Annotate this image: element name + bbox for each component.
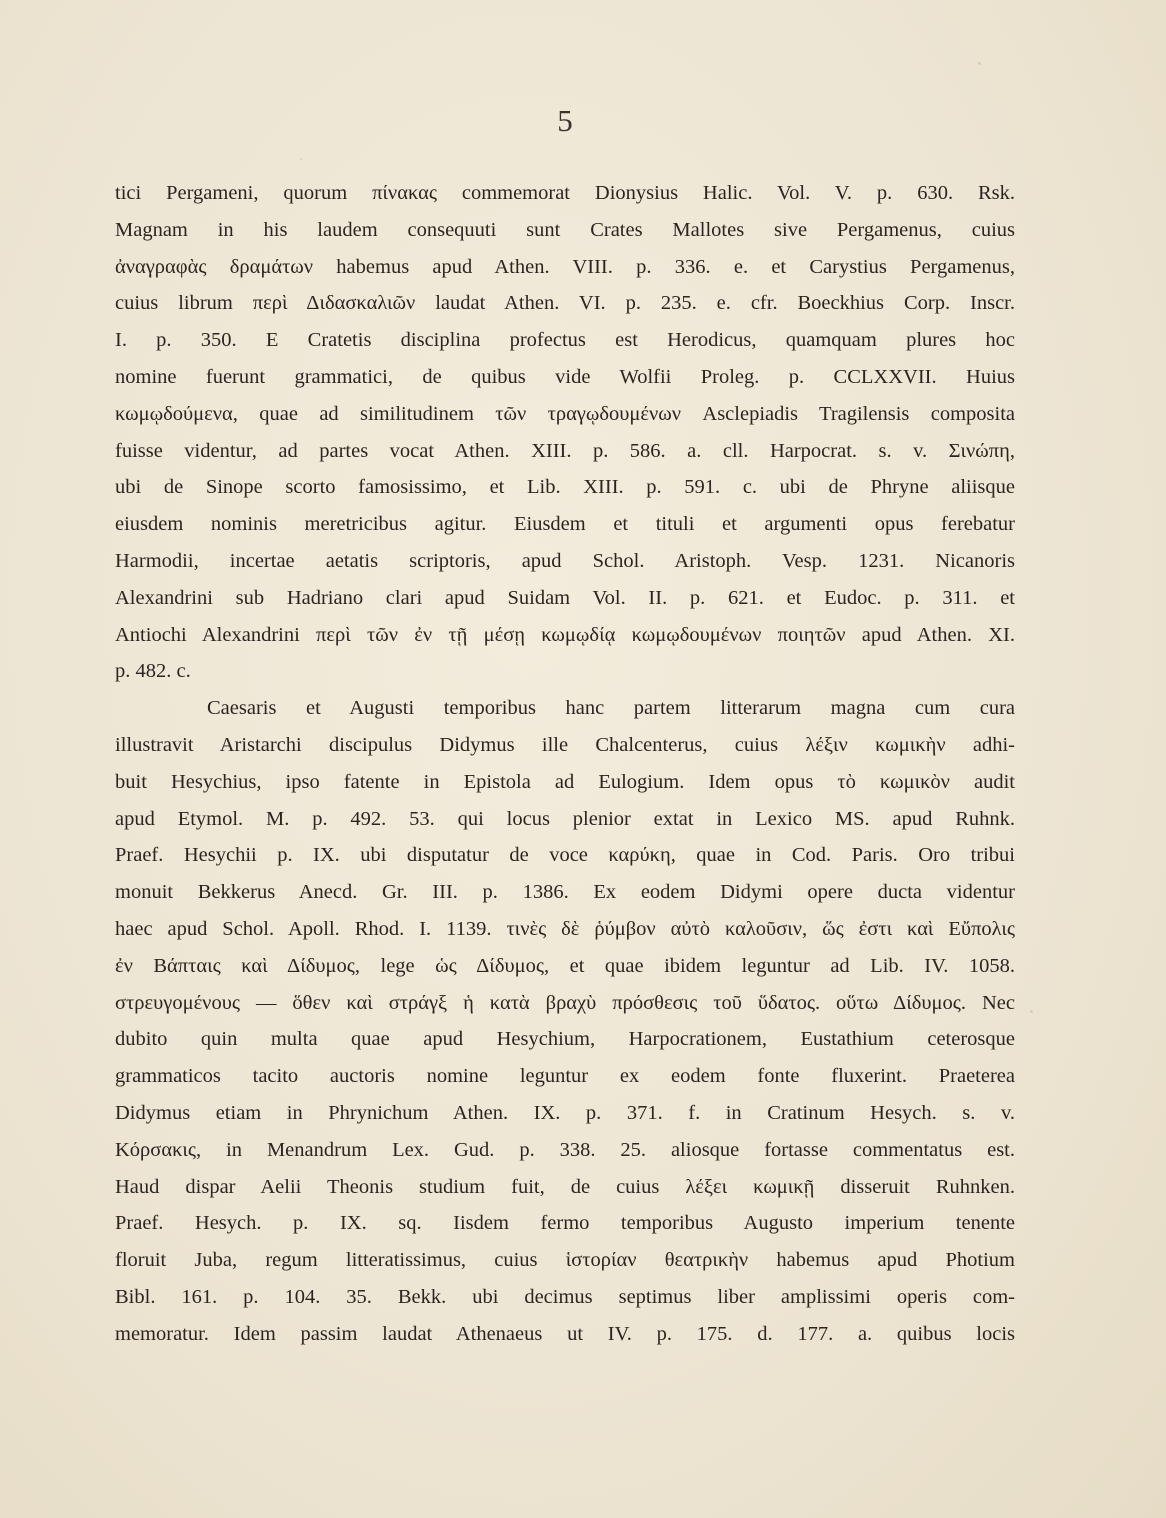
text-line: floruit Juba, regum litteratissimus, cuius ἱστορίαν θεατρικὴν habemus apud Photium: [115, 1249, 1015, 1272]
text-line: Haud dispar Aelii Theonis studium fuit, de cuius λέξει κωμικῇ disseruit Ruhnken.: [115, 1175, 1015, 1198]
page-number: 5: [557, 103, 573, 138]
text-line: grammaticos tacito auctoris nomine leguntur ex eodem fonte fluxerint. Praeterea: [115, 1065, 1015, 1088]
text-line: tici Pergameni, quorum πίνακας commemorat Dionysius Halic. Vol. V. p. 630. Rsk.: [115, 182, 1015, 204]
text-line: στρευγομένους — ὅθεν καὶ στράγξ ἡ κατὰ βραχὺ πρόσθεσις τοῦ ὕδατος. οὕτω Δίδυμος. Nec: [115, 991, 1015, 1014]
text-line: Alexandrini sub Hadriano clari apud Suidam Vol. II. p. 621. et Eudoc. p. 311. et: [115, 586, 1015, 609]
paragraph-2: [115, 690, 1015, 1352]
text-line: Caesaris et Augusti temporibus hanc partem litterarum magna cum cura: [207, 697, 1015, 720]
text-line: monuit Bekkerus Anecd. Gr. III. p. 1386. Ex eodem Didymi opere ducta videntur: [115, 881, 1015, 904]
text-line: dubito quin multa quae apud Hesychium, Harpocrationem, Eustathium ceterosque: [115, 1028, 1015, 1051]
paper-speck: [1030, 1010, 1033, 1013]
text-line: Didymus etiam in Phrynichum Athen. IX. p. 371. f. in Cratinum Hesych. s. v.: [115, 1101, 1015, 1124]
text-line: κωμῳδούμενα, quae ad similitudinem τῶν τραγῳδουμένων Asclepiadis Tragilensis composita: [115, 402, 1015, 425]
text-line: haec apud Schol. Apoll. Rhod. I. 1139. τινὲς δὲ ῥύμβον αὐτὸ καλοῦσιν, ὥς ἐστι καὶ Εὔπολις: [115, 917, 1015, 940]
text-line: p. 482. c.: [115, 660, 191, 683]
text-line: fuisse videntur, ad partes vocat Athen. XIII. p. 586. a. cll. Harpocrat. s. v. Σινώπη,: [115, 439, 1015, 462]
paper-speck: [300, 158, 302, 160]
text-line: Magnam in his laudem consequuti sunt Crates Mallotes sive Pergamenus, cuius: [115, 218, 1015, 241]
text-line: Praef. Hesychii p. IX. ubi disputatur de voce καρύκη, quae in Cod. Paris. Oro tribui: [115, 844, 1015, 867]
text-line: I. p. 350. E Cratetis disciplina profectus est Herodicus, quamquam plures hoc: [115, 329, 1015, 352]
text-line: Antiochi Alexandrini περὶ τῶν ἐν τῇ μέσῃ κωμῳδίᾳ κωμῳδουμένων ποιητῶν apud Athen. XI.: [115, 623, 1015, 646]
text-line: Bibl. 161. p. 104. 35. Bekk. ubi decimus septimus liber amplissimi operis com-: [115, 1285, 1015, 1308]
text-line: buit Hesychius, ipso fatente in Epistola ad Eulogium. Idem opus τὸ κωμικὸν audit: [115, 770, 1015, 793]
paper-speck: [978, 62, 981, 65]
text-line: nomine fuerunt grammatici, de quibus vide Wolfii Proleg. p. CCLXXVII. Huius: [115, 365, 1015, 388]
text-line: ἀναγραφὰς δραμάτων habemus apud Athen. VIII. p. 336. e. et Carystius Pergamenus,: [115, 255, 1015, 278]
text-line: ubi de Sinope scorto famosissimo, et Lib. XIII. p. 591. c. ubi de Phryne aliisque: [115, 476, 1015, 499]
text-line: ἐν Βάπταις καὶ Δίδυμος, lege ὡς Δίδυμος, et quae ibidem leguntur ad Lib. IV. 1058.: [115, 954, 1015, 977]
paragraph-1: [115, 175, 1015, 690]
text-line: eiusdem nominis meretricibus agitur. Eiusdem et tituli et argumenti opus ferebatur: [115, 513, 1015, 536]
body-text: [115, 175, 1015, 1353]
text-line: illustravit Aristarchi discipulus Didymus ille Chalcenterus, cuius λέξιν κωμικὴν adhi-: [115, 733, 1015, 756]
text-line: memoratur. Idem passim laudat Athenaeus ut IV. p. 175. d. 177. a. quibus locis: [115, 1322, 1015, 1345]
text-line: Harmodii, incertae aetatis scriptoris, apud Schol. Aristoph. Vesp. 1231. Nicanoris: [115, 549, 1015, 572]
text-line: apud Etymol. M. p. 492. 53. qui locus plenior extat in Lexico MS. apud Ruhnk.: [115, 807, 1015, 830]
text-line: cuius librum περὶ Διδασκαλιῶν laudat Athen. VI. p. 235. e. cfr. Boeckhius Corp. Inscr.: [115, 292, 1015, 315]
text-line: Praef. Hesych. p. IX. sq. Iisdem fermo temporibus Augusto imperium tenente: [115, 1212, 1015, 1235]
text-line: Κόρσακις, in Menandrum Lex. Gud. p. 338. 25. aliosque fortasse commentatus est.: [115, 1138, 1015, 1161]
